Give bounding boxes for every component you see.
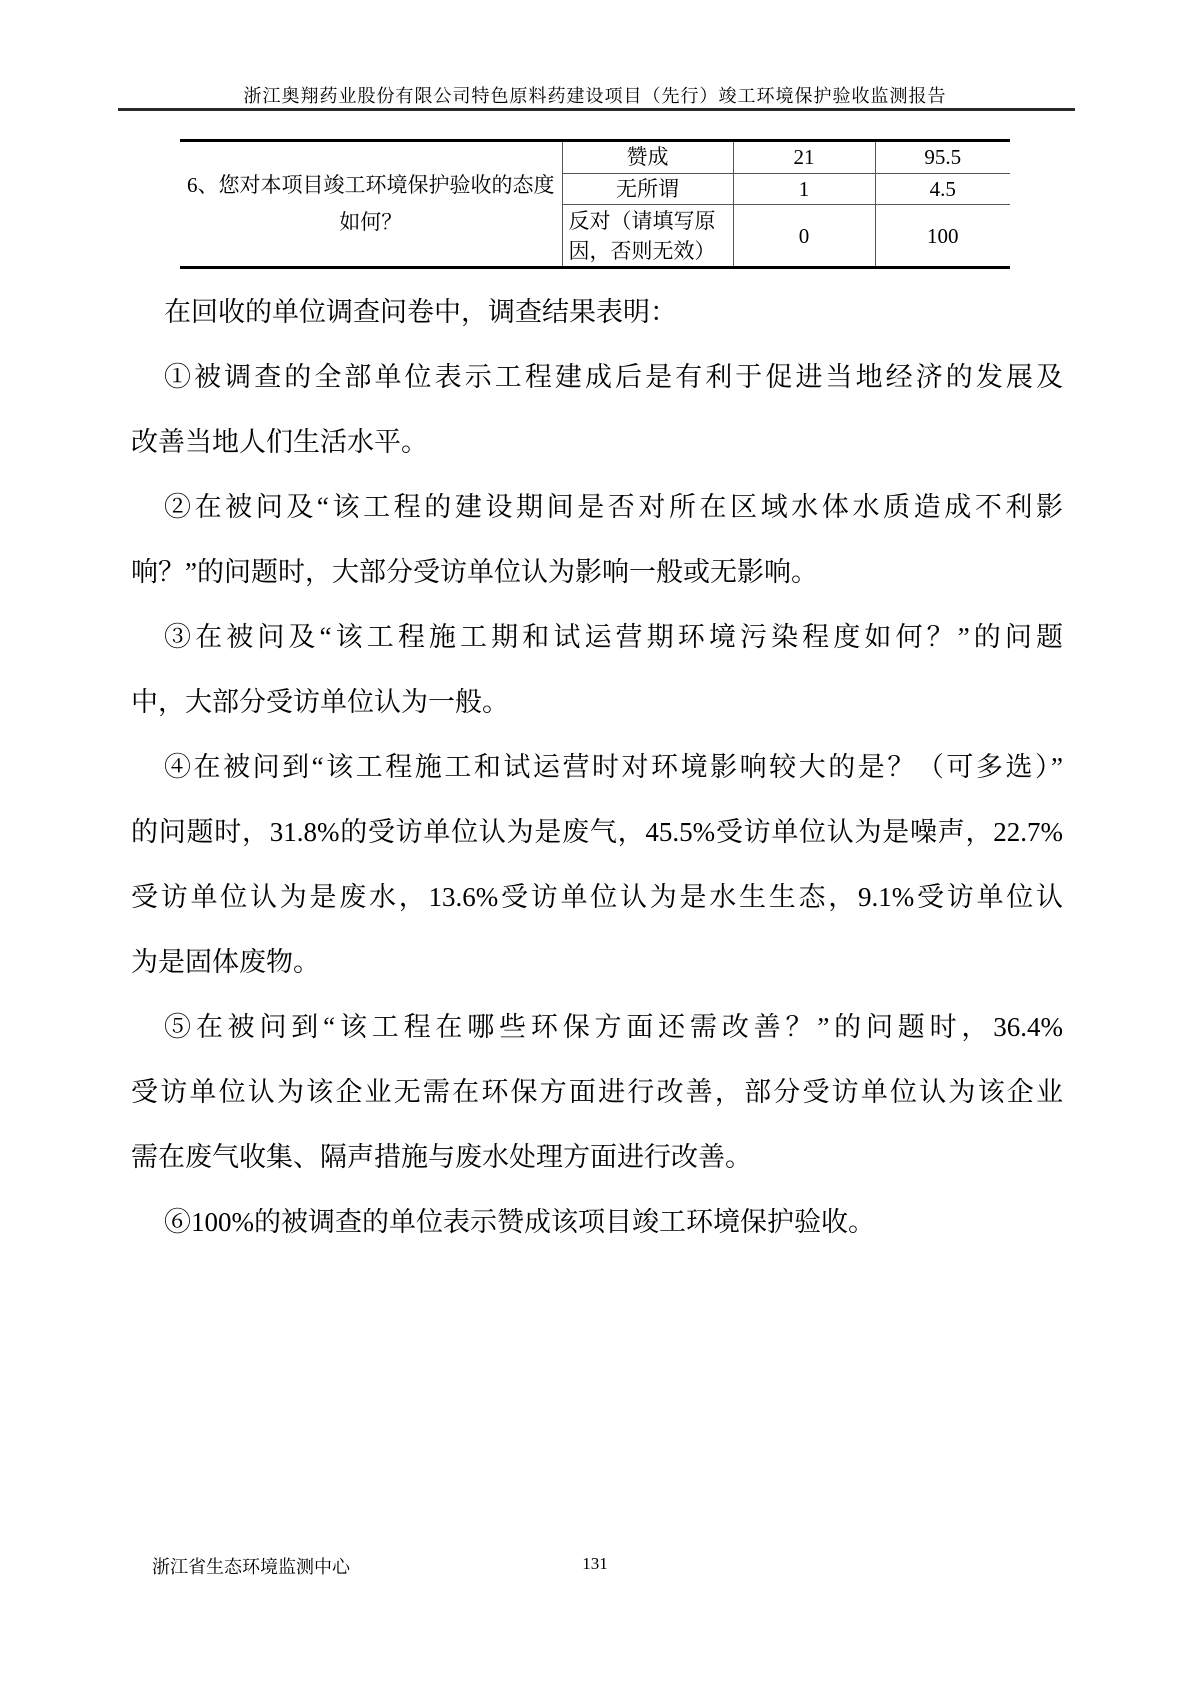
body-line: 受访单位认为是废水，13.6%受访单位认为是水生生态，9.1%受访单位认 [131,882,1063,912]
percent-cell: 100 [875,205,1010,268]
body-line: ③在被问及“该工程施工期和试运营期环境污染程度如何？”的问题 [164,622,1063,652]
percent-cell: 95.5 [875,141,1010,174]
body-line: 的问题时，31.8%的受访单位认为是废气，45.5%受访单位认为是噪声，22.7% [131,817,1063,847]
header-rule [118,108,1075,111]
body-line: ②在被问及“该工程的建设期间是否对所在区域水体水质造成不利影 [164,492,1063,522]
body-line: 中，大部分受访单位认为一般。 [131,687,509,717]
body-text [131,280,1063,1255]
body-line: ④在被问到“该工程施工和试运营时对环境影响较大的是？（可多选）” [164,752,1063,782]
body-line: ⑤在被问到“该工程在哪些环保方面还需改善？”的问题时，36.4% [164,1012,1063,1042]
table-row [180,141,1010,174]
page-header-title: 浙江奥翔药业股份有限公司特色原料药建设项目（先行）竣工环境保护验收监测报告 [243,86,947,106]
count-cell: 21 [733,141,875,174]
survey-results-table [180,139,1010,269]
body-line: 在回收的单位调查问卷中，调查结果表明： [164,297,677,327]
option-cell: 赞成 [562,141,733,174]
count-cell: 0 [733,205,875,268]
percent-cell: 4.5 [875,174,1010,205]
body-line: 响？”的问题时，大部分受访单位认为影响一般或无影响。 [131,557,818,587]
body-line: 改善当地人们生活水平。 [131,427,428,457]
body-line: 受访单位认为该企业无需在环保方面进行改善，部分受访单位认为该企业 [131,1077,1063,1107]
option-cell: 无所谓 [562,174,733,205]
body-line: 需在废气收集、隔声措施与废水处理方面进行改善。 [131,1142,752,1172]
body-line: ①被调查的全部单位表示工程建成后是有利于促进当地经济的发展及 [164,362,1063,392]
body-line: 为是固体废物。 [131,947,320,977]
count-cell: 1 [733,174,875,205]
footer-page-number: 131 [582,1554,608,1573]
question-cell: 6、您对本项目竣工环境保护验收的态度如何？ [180,141,562,268]
body-line: ⑥100%的被调查的单位表示赞成该项目竣工环境保护验收。 [164,1207,875,1237]
footer-organization: 浙江省生态环境监测中心 [152,1557,350,1577]
option-cell: 反对（请填写原因，否则无效） [562,205,733,268]
